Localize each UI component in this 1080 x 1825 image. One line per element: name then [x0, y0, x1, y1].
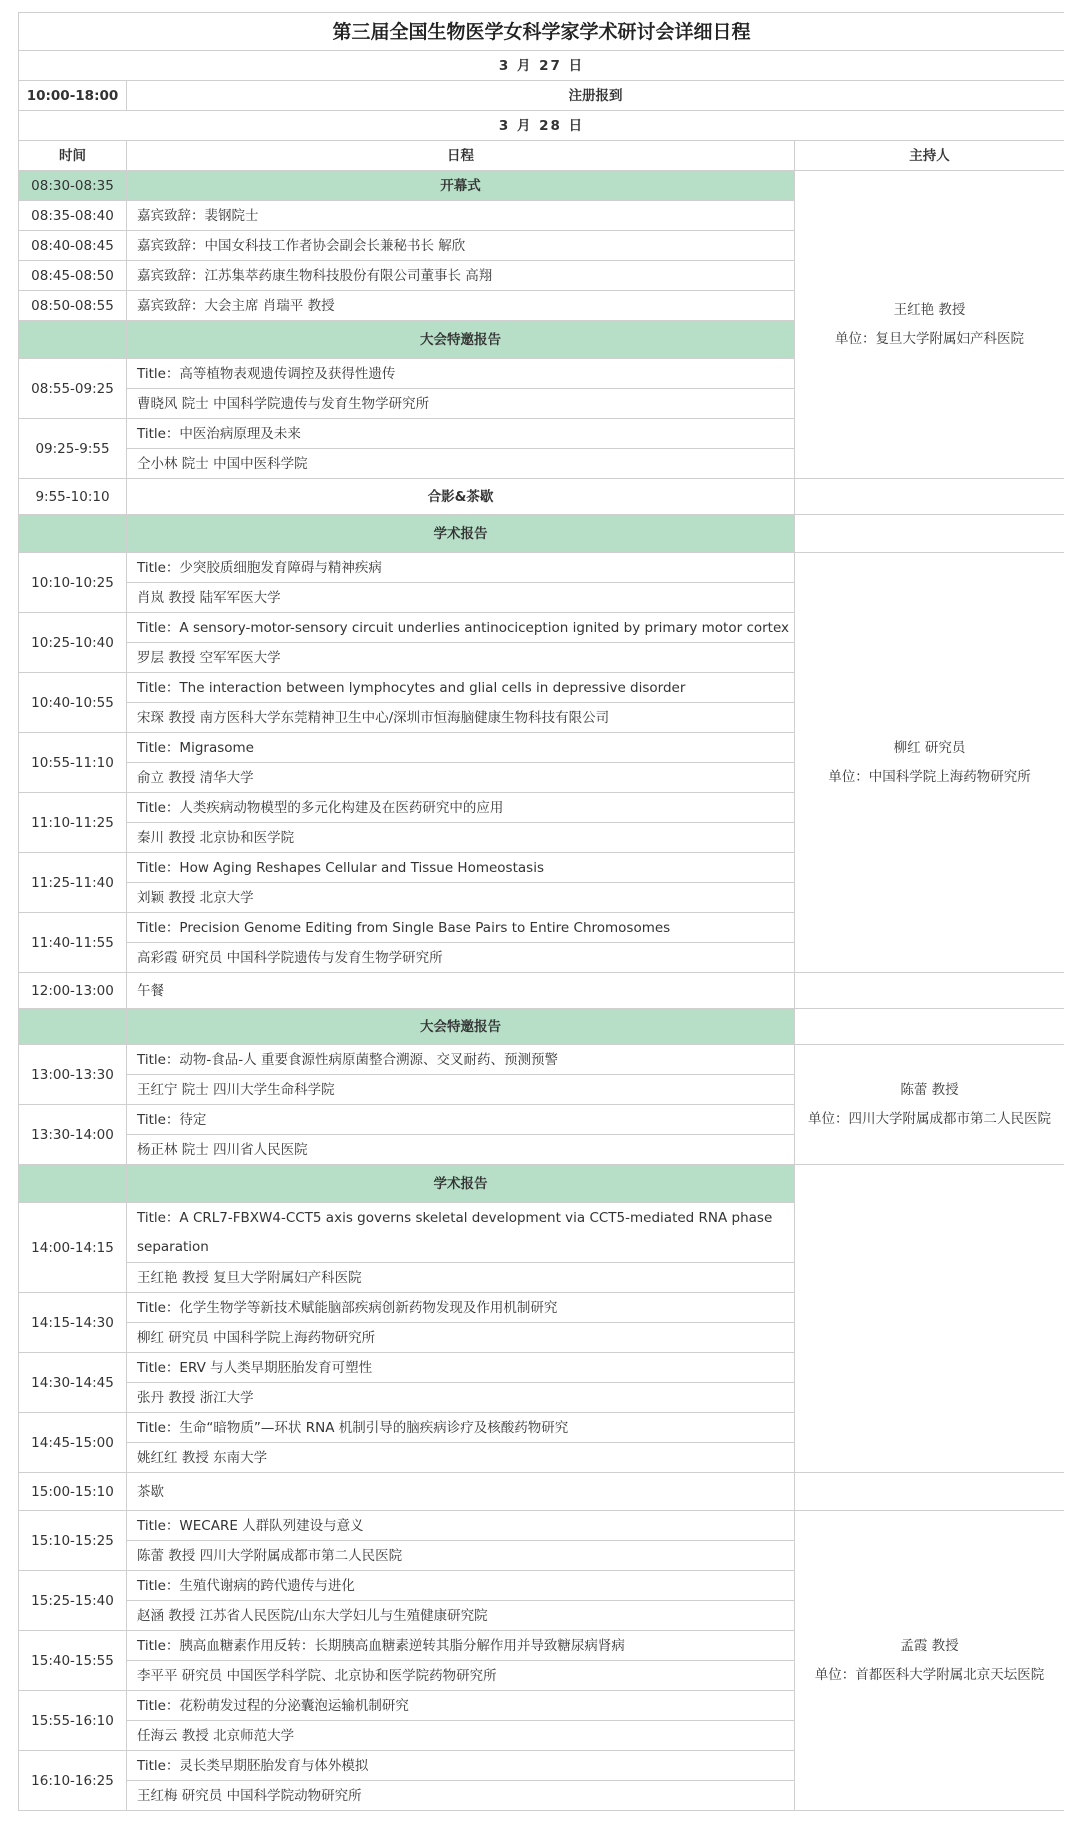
- time-cell: 10:10-10:25: [19, 553, 127, 613]
- talk-speaker: 任海云 教授 北京师范大学: [127, 1721, 795, 1751]
- header-agenda: 日程: [127, 141, 795, 171]
- talk-title: Title：生殖代谢病的跨代遗传与进化: [127, 1571, 795, 1601]
- lunch-item: 午餐: [127, 973, 795, 1009]
- time-cell: 14:45-15:00: [19, 1413, 127, 1473]
- time-cell: 15:55-16:10: [19, 1691, 127, 1751]
- time-cell: 11:25-11:40: [19, 853, 127, 913]
- greeting-item: 嘉宾致辞：江苏集萃药康生物科技股份有限公司董事长 高翔: [127, 261, 795, 291]
- time-cell: 10:40-10:55: [19, 673, 127, 733]
- host-name: 孟霞 教授: [900, 1637, 959, 1654]
- host-name: 陈蕾 教授: [900, 1081, 959, 1098]
- talk-title: Title：Migrasome: [127, 733, 795, 763]
- schedule-page: [18, 12, 1064, 1825]
- talk-title: Title：胰高血糖素作用反转：长期胰高血糖素逆转其脂分解作用并导致糖尿病肾病: [127, 1631, 795, 1661]
- talk-speaker: 俞立 教授 清华大学: [127, 763, 795, 793]
- talk-title: Title：少突胶质细胞发育障碍与精神疾病: [127, 553, 795, 583]
- tea-item: 茶歇: [127, 1473, 795, 1511]
- host-cell-3: [795, 1045, 1065, 1165]
- time-cell: 08:30-08:35: [19, 171, 127, 201]
- time-cell: 14:15-14:30: [19, 1293, 127, 1353]
- talk-title: Title：How Aging Reshapes Cellular and Tissue Homeostasis: [127, 853, 795, 883]
- registration-event: 注册报到: [127, 81, 1065, 111]
- host-blank: [795, 515, 1065, 553]
- session-time-blank: [19, 1165, 127, 1203]
- registration-time: 10:00-18:00: [19, 81, 127, 111]
- time-cell: 08:50-08:55: [19, 291, 127, 321]
- host-cell-4: [795, 1511, 1065, 1811]
- time-cell: 08:55-09:25: [19, 359, 127, 419]
- time-cell: 13:30-14:00: [19, 1105, 127, 1165]
- time-cell: 16:10-16:25: [19, 1751, 127, 1811]
- schedule-table: [18, 12, 1064, 1811]
- talk-speaker: 王红宁 院士 四川大学生命科学院: [127, 1075, 795, 1105]
- host-blank: [795, 973, 1065, 1009]
- talk-speaker: 姚红红 教授 东南大学: [127, 1443, 795, 1473]
- host-blank: [795, 1165, 1065, 1473]
- host-blank: [795, 479, 1065, 515]
- session-time-blank: [19, 515, 127, 553]
- time-cell: 14:30-14:45: [19, 1353, 127, 1413]
- time-cell: 09:25-9:55: [19, 419, 127, 479]
- talk-title: Title：中医治病原理及未来: [127, 419, 795, 449]
- talk-speaker: 肖岚 教授 陆军军医大学: [127, 583, 795, 613]
- time-cell: 11:40-11:55: [19, 913, 127, 973]
- date-row-day1: 3 月 27 日: [19, 51, 1065, 81]
- greeting-item: 嘉宾致辞：大会主席 肖瑞平 教授: [127, 291, 795, 321]
- time-cell: 13:00-13:30: [19, 1045, 127, 1105]
- time-cell: 15:00-15:10: [19, 1473, 127, 1511]
- talk-speaker: 高彩霞 研究员 中国科学院遗传与发育生物学研究所: [127, 943, 795, 973]
- talk-title: Title：ERV 与人类早期胚胎发育可塑性: [127, 1353, 795, 1383]
- session-academic: 学术报告: [127, 515, 795, 553]
- time-cell: 14:00-14:15: [19, 1203, 127, 1293]
- talk-speaker: 罗层 教授 空军军医大学: [127, 643, 795, 673]
- talk-title: Title：动物-食品-人 重要食源性病原菌整合溯源、交叉耐药、预测预警: [127, 1045, 795, 1075]
- talk-title: Title：人类疾病动物模型的多元化构建及在医药研究中的应用: [127, 793, 795, 823]
- host-cell-1: [795, 171, 1065, 479]
- host-cell-2: [795, 553, 1065, 973]
- talk-speaker: 王红梅 研究员 中国科学院动物研究所: [127, 1781, 795, 1811]
- talk-speaker: 刘颖 教授 北京大学: [127, 883, 795, 913]
- session-keynote: 大会特邀报告: [127, 321, 795, 359]
- host-blank: [795, 1009, 1065, 1045]
- talk-title: Title：The interaction between lymphocytes and glial cells in depressive disorder: [127, 673, 795, 703]
- talk-title: Title：灵长类早期胚胎发育与体外模拟: [127, 1751, 795, 1781]
- time-cell: 12:00-13:00: [19, 973, 127, 1009]
- header-time: 时间: [19, 141, 127, 171]
- session-academic: 学术报告: [127, 1165, 795, 1203]
- session-time-blank: [19, 321, 127, 359]
- talk-title: Title：A CRL7-FBXW4-CCT5 axis governs skeletal development via CCT5-mediated RNA phase separation: [127, 1203, 795, 1263]
- session-opening: 开幕式: [127, 171, 795, 201]
- talk-speaker: 王红艳 教授 复旦大学附属妇产科医院: [127, 1263, 795, 1293]
- talk-speaker: 李平平 研究员 中国医学科学院、北京协和医学院药物研究所: [127, 1661, 795, 1691]
- time-cell: 08:35-08:40: [19, 201, 127, 231]
- greeting-item: 嘉宾致辞：中国女科技工作者协会副会长兼秘书长 解欣: [127, 231, 795, 261]
- talk-title: Title：待定: [127, 1105, 795, 1135]
- talk-speaker: 赵涵 教授 江苏省人民医院/山东大学妇儿与生殖健康研究院: [127, 1601, 795, 1631]
- session-photo: 合影&茶歇: [127, 479, 795, 515]
- talk-speaker: 宋琛 教授 南方医科大学东莞精神卫生中心/深圳市恒海脑健康生物科技有限公司: [127, 703, 795, 733]
- host-unit: 单位：四川大学附属成都市第二人民医院: [808, 1110, 1051, 1127]
- time-cell: 10:55-11:10: [19, 733, 127, 793]
- session-time-blank: [19, 1009, 127, 1045]
- host-name: 柳红 研究员: [893, 739, 966, 756]
- header-host: 主持人: [795, 141, 1065, 171]
- time-cell: 11:10-11:25: [19, 793, 127, 853]
- talk-speaker: 曹晓风 院士 中国科学院遗传与发育生物学研究所: [127, 389, 795, 419]
- page-title: 第三届全国生物医学女科学家学术研讨会详细日程: [19, 13, 1065, 51]
- host-unit: 单位：复旦大学附属妇产科医院: [835, 330, 1024, 347]
- host-unit: 单位：中国科学院上海药物研究所: [828, 768, 1031, 785]
- talk-title: Title：高等植物表观遗传调控及获得性遗传: [127, 359, 795, 389]
- talk-speaker: 柳红 研究员 中国科学院上海药物研究所: [127, 1323, 795, 1353]
- talk-speaker: 陈蕾 教授 四川大学附属成都市第二人民医院: [127, 1541, 795, 1571]
- talk-title: Title：花粉萌发过程的分泌囊泡运输机制研究: [127, 1691, 795, 1721]
- talk-speaker: 秦川 教授 北京协和医学院: [127, 823, 795, 853]
- talk-speaker: 杨正林 院士 四川省人民医院: [127, 1135, 795, 1165]
- host-name: 王红艳 教授: [893, 301, 966, 318]
- time-cell: 08:45-08:50: [19, 261, 127, 291]
- time-cell: 08:40-08:45: [19, 231, 127, 261]
- greeting-item: 嘉宾致辞：裴钢院士: [127, 201, 795, 231]
- time-cell: 15:25-15:40: [19, 1571, 127, 1631]
- host-blank: [795, 1473, 1065, 1511]
- talk-title: Title：Precision Genome Editing from Single Base Pairs to Entire Chromosomes: [127, 913, 795, 943]
- talk-title: Title：WECARE 人群队列建设与意义: [127, 1511, 795, 1541]
- session-keynote: 大会特邀报告: [127, 1009, 795, 1045]
- host-unit: 单位：首都医科大学附属北京天坛医院: [814, 1666, 1045, 1683]
- time-cell: 10:25-10:40: [19, 613, 127, 673]
- time-cell: 9:55-10:10: [19, 479, 127, 515]
- date-row-day2: 3 月 28 日: [19, 111, 1065, 141]
- time-cell: 15:40-15:55: [19, 1631, 127, 1691]
- time-cell: 15:10-15:25: [19, 1511, 127, 1571]
- talk-speaker: 仝小林 院士 中国中医科学院: [127, 449, 795, 479]
- talk-speaker: 张丹 教授 浙江大学: [127, 1383, 795, 1413]
- talk-title: Title：A sensory-motor-sensory circuit underlies antinociception ignited by primary motor cortex: [127, 613, 795, 643]
- talk-title: Title：生命“暗物质”—环状 RNA 机制引导的脑疾病诊疗及核酸药物研究: [127, 1413, 795, 1443]
- talk-title: Title：化学生物学等新技术赋能脑部疾病创新药物发现及作用机制研究: [127, 1293, 795, 1323]
